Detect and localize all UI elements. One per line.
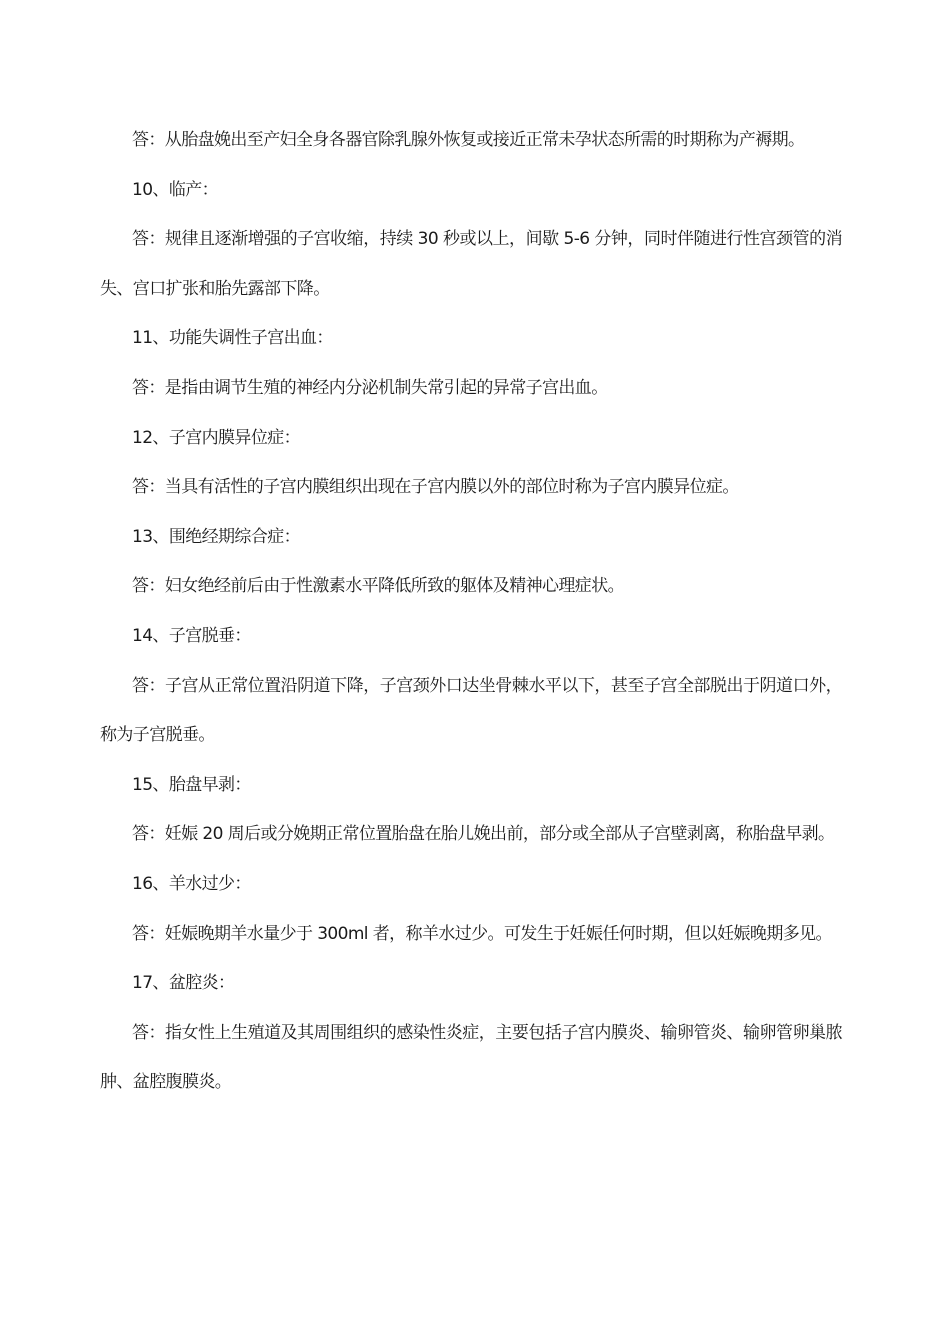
- answer-labor: 答：规律且逐渐增强的子宫收缩，持续 30 秒或以上，间歇 5-6 分钟，同时伴随进行性宫颈管的消失、宫口扩张和胎先露部下降。: [100, 229, 842, 299]
- answer-perimenopausal-syndrome: 答：妇女绝经前后由于性激素水平降低所致的躯体及精神心理症状。: [132, 576, 624, 597]
- answer-oligohydramnios: 答：妊娠晚期羊水量少于 300ml 者，称羊水过少。可发生于妊娠任何时期，但以妊娠晚期多见。: [132, 923, 832, 944]
- answer-uterine-prolapse: 答：子宫从正常位置沿阴道下降，子宫颈外口达坐骨棘水平以下，甚至子宫全部脱出于阴道口外，称为子宫脱垂。: [100, 675, 842, 746]
- term-10-labor: 10、临产：: [132, 179, 219, 200]
- term-17-pelvic-inflammatory-disease: 17、盆腔炎：: [132, 973, 235, 994]
- term-12-endometriosis: 12、子宫内膜异位症：: [132, 427, 301, 448]
- term-14-uterine-prolapse: 14、子宫脱垂：: [132, 625, 251, 646]
- answer-postpartum-period: 答：从胎盘娩出至产妇全身各器官除乳腺外恢复或接近正常未孕状态所需的时期称为产褥期。: [132, 130, 805, 150]
- answer-placental-abruption: 答：妊娠 20 周后或分娩期正常位置胎盘在胎儿娩出前，部分或全部从子宫壁剥离，称胎盘早剥。: [132, 824, 835, 845]
- document-body: [100, 116, 842, 1108]
- answer-dysfunctional-uterine-bleeding: 答：是指由调节生殖的神经内分泌机制失常引起的异常子宫出血。: [132, 377, 608, 398]
- term-11-dysfunctional-uterine-bleeding: 11、功能失调性子宫出血：: [132, 328, 333, 349]
- answer-pelvic-inflammatory-disease: 答：指女性上生殖道及其周围组织的感染性炎症，主要包括子宫内膜炎、输卵管炎、输卵管卵巢脓肿、盆腔腹膜炎。: [100, 1022, 842, 1093]
- term-15-placental-abruption: 15、胎盘早剥：: [132, 774, 251, 795]
- term-16-oligohydramnios: 16、羊水过少：: [132, 873, 251, 894]
- term-13-perimenopausal-syndrome: 13、围绝经期综合症：: [132, 526, 301, 547]
- answer-endometriosis: 答：当具有活性的子宫内膜组织出现在子宫内膜以外的部位时称为子宫内膜异位症。: [132, 477, 739, 498]
